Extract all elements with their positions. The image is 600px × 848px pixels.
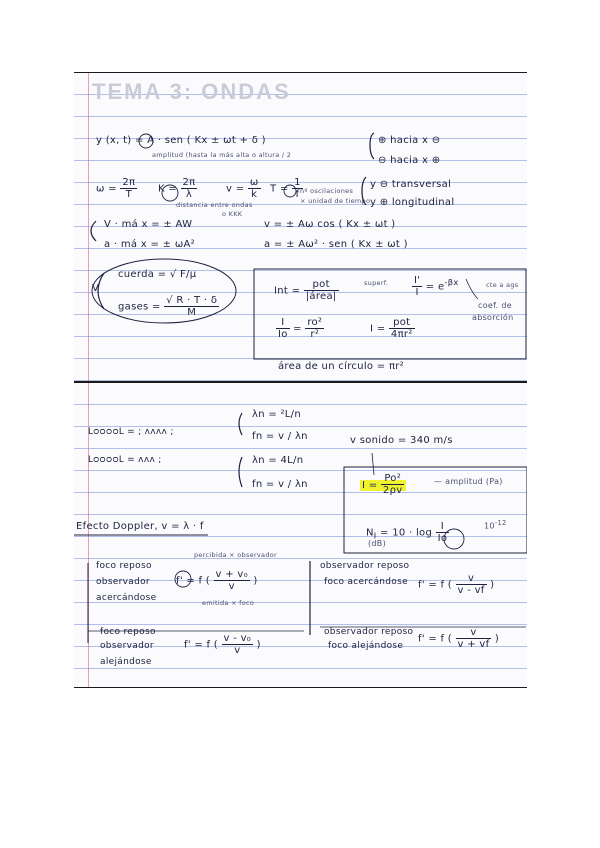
velocity-formula: v = $\frac{\omega}{k}$ bbox=[226, 177, 259, 200]
wavelength-n-fixed: λn = ²L/n bbox=[252, 409, 301, 420]
reference-intensity: $10^{-12}$ bbox=[484, 519, 507, 531]
amplitude-note: amplitud (hasta la más alta o altura / 2 bbox=[152, 151, 292, 159]
notebook-page-2 bbox=[74, 382, 527, 688]
transversal-label: y ⊖ transversal bbox=[370, 179, 452, 190]
case1-formula: f' = f ( $\frac{\text{v + v₀}}{v}$ ) bbox=[176, 569, 258, 592]
circle-area: área de un círculo = πr² bbox=[278, 361, 404, 372]
frequency-n-open: fn = v / λn bbox=[252, 479, 308, 490]
sound-level: $N_I = 10 \cdot \log$ $\frac{I}{Io}$ bbox=[366, 521, 448, 544]
wave-equation: y (x, t) = A · sen ( Kx ± ωt + δ ) bbox=[96, 135, 266, 146]
doppler-title: Efecto Doppler, v = λ · f bbox=[76, 521, 204, 532]
longitudinal-label: y ⊕ longitudinal bbox=[370, 197, 455, 208]
intensity-ratio: $\frac{I}{Io}$ = $\frac{\text{ro²}}{\text{r²}}$ bbox=[278, 317, 323, 340]
decibel-unit: (dB) bbox=[368, 539, 387, 548]
case4-formula: f' = f ( $\frac{v}{v + vf}$ ) bbox=[418, 627, 500, 650]
amplitude-note-pa: — amplitud (Pa) bbox=[434, 477, 503, 486]
gas-speed: gases = $\frac{√ R \cdot T \cdot \delta}{M}$ bbox=[118, 295, 218, 318]
case2-observador: observador reposo bbox=[320, 561, 410, 571]
case3-formula: f' = f ( $\frac{\text{v - v₀}}{v}$ ) bbox=[184, 633, 261, 656]
frequency-n-fixed: fn = v / λn bbox=[252, 431, 308, 442]
max-acceleration: a · má x = ± ωA² bbox=[104, 239, 195, 250]
direction-positive: ⊖ hacia x ⊕ bbox=[378, 155, 441, 166]
constant-note: cte a ags bbox=[486, 281, 519, 289]
acceleration-equation: a = ± Aω² · sen ( Kx ± ωt ) bbox=[264, 239, 408, 250]
max-velocity: V · má x = ± AW bbox=[104, 219, 193, 230]
case1-foco: foco reposo bbox=[96, 561, 152, 571]
absorption-label: absorción bbox=[472, 313, 514, 322]
intensity-formula: Int = $\frac{\text{pot}}{\text{|área|}}$ bbox=[274, 279, 337, 302]
surface-note: superf. bbox=[364, 279, 389, 287]
page-title: TEMA 3: ONDAS bbox=[92, 79, 291, 104]
string-speed: cuerda = √ F/μ bbox=[118, 269, 197, 280]
direction-negative: ⊕ hacia x ⊖ bbox=[378, 135, 441, 146]
wavelength-n-open: λn = 4L/n bbox=[252, 455, 304, 466]
attenuation-formula: $\frac{I'}{I}$ = $e^{-\beta x}$ bbox=[414, 275, 459, 298]
case4-observador: observador reposo bbox=[324, 627, 414, 637]
string-both-fixed: ԼᴑᴑᴑᴑԼ = ; ʌʌʌʌ ; bbox=[88, 427, 174, 437]
case2-formula: f' = f ( $\frac{v}{v - vf}$ ) bbox=[418, 573, 495, 596]
case1-observador: observador bbox=[96, 577, 150, 587]
notebook-page-1 bbox=[74, 72, 527, 382]
wavenumber-formula: K = $\frac{2\pi}{\lambda}$ bbox=[158, 177, 196, 200]
case4-foco: foco alejándose bbox=[328, 641, 404, 651]
case3-foco: foco reposo bbox=[100, 627, 156, 637]
string-one-open: ԼᴑᴑᴑᴑԼ = ʌʌʌ ; bbox=[88, 455, 162, 465]
perceived-note: percibida × observador bbox=[194, 551, 278, 559]
sound-speed: v sonido = 340 m/s bbox=[350, 435, 453, 446]
omega-formula: ω = $\frac{2\pi}{T}$ bbox=[96, 177, 136, 200]
case3-state: alejándose bbox=[100, 657, 152, 667]
wavelength-note: distancia entre ondas bbox=[176, 201, 253, 209]
period-formula: T = $\frac{1}{f}$ bbox=[270, 177, 301, 200]
pressure-intensity: I = $\frac{\text{Po²}}{2\rho v}$ bbox=[360, 473, 406, 496]
v-symbol: V bbox=[92, 283, 100, 294]
case3-observador: observador bbox=[100, 641, 154, 651]
point-intensity: I = $\frac{\text{pot}}{\text{4πr²}}$ bbox=[370, 317, 413, 340]
coefficient-label: coef. de bbox=[478, 301, 512, 310]
emitted-note: emitida × foco bbox=[202, 599, 255, 607]
velocity-equation: v = ± Aω cos ( Kx ± ωt ) bbox=[264, 219, 396, 230]
case1-state: acercándose bbox=[96, 593, 157, 603]
frequency-note-2: × unidad de tiempo bbox=[300, 197, 371, 205]
case2-foco: foco acercándose bbox=[324, 577, 408, 587]
wavelength-note-2: o KKK bbox=[222, 210, 243, 218]
frequency-note: nº oscilaciones bbox=[300, 187, 354, 195]
